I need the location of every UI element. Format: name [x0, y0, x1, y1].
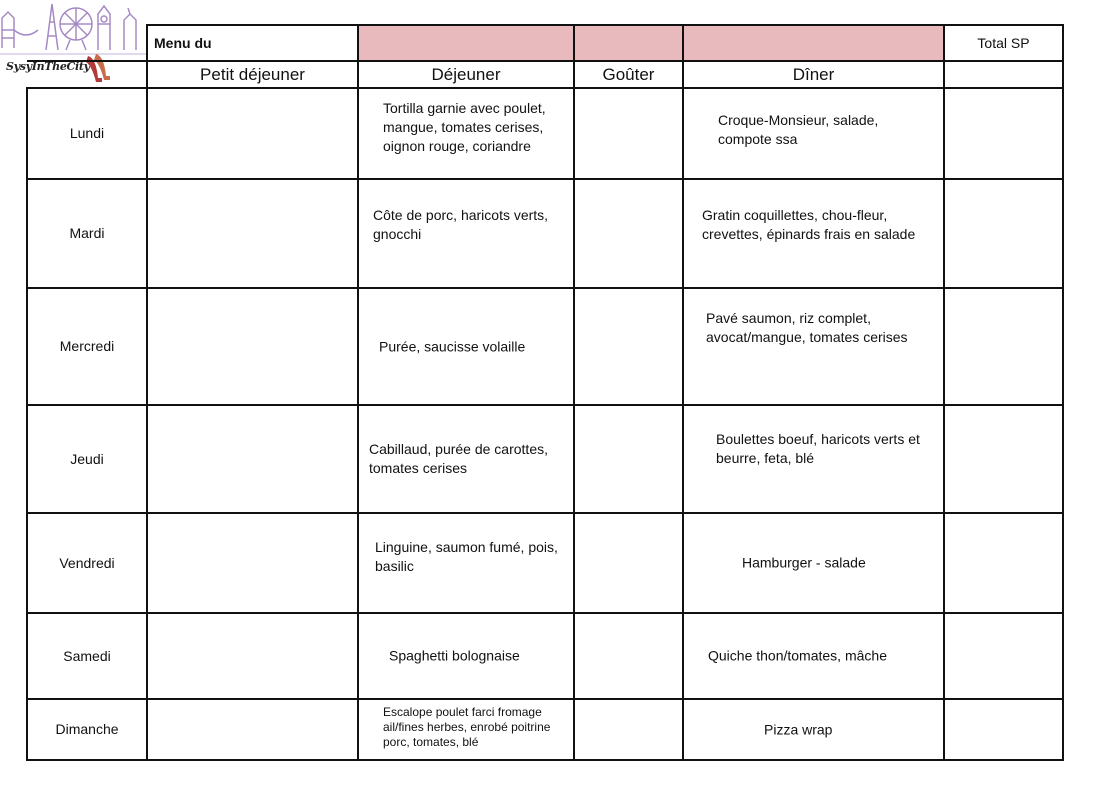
dejeuner-line: Purée, saucisse volaille: [379, 338, 526, 354]
diner-cell[interactable]: [683, 405, 944, 513]
diner-cell[interactable]: [683, 513, 944, 613]
gouter-cell[interactable]: [574, 699, 683, 760]
day-name: Jeudi: [27, 405, 147, 513]
gouter-cell[interactable]: [574, 288, 683, 405]
dejeuner-line: basilic: [375, 558, 414, 574]
dejeuner-text: [379, 337, 525, 356]
dejeuner-line: tomates cerises: [369, 460, 468, 476]
day-name: Vendredi: [27, 513, 147, 613]
diner-text: [742, 554, 866, 573]
total-sp-cell[interactable]: [944, 513, 1063, 613]
dejeuner-cell[interactable]: [358, 699, 574, 760]
dejeuner-line: Escalope poulet farci fromage: [383, 705, 542, 719]
gouter-cell[interactable]: [574, 513, 683, 613]
column-header-gouter: Goûter: [574, 61, 683, 88]
total-sp-header: Total SP: [944, 25, 1063, 61]
total-sp-cell[interactable]: [944, 288, 1063, 405]
column-header-dejeuner: Déjeuner: [358, 61, 574, 88]
petit-dejeuner-cell[interactable]: [147, 288, 358, 405]
diner-line: Gratin coquillettes, chou-fleur,: [702, 207, 888, 223]
diner-text: [706, 309, 908, 347]
gouter-cell[interactable]: [574, 88, 683, 179]
petit-dejeuner-cell[interactable]: [147, 179, 358, 288]
dejeuner-cell[interactable]: [358, 405, 574, 513]
total-sp-cell[interactable]: [944, 699, 1063, 760]
dejeuner-cell[interactable]: [358, 513, 574, 613]
gouter-cell[interactable]: [574, 405, 683, 513]
petit-dejeuner-cell[interactable]: [147, 613, 358, 699]
meal-plan-table: [26, 24, 1064, 761]
diner-line: Hamburger - salade: [742, 554, 866, 571]
week-date-field-2[interactable]: [574, 25, 683, 61]
dejeuner-line: oignon rouge, coriandre: [383, 138, 531, 154]
dejeuner-line: mangue, tomates cerises,: [383, 119, 544, 135]
dejeuner-line: ail/fines herbes, enrobé poitrine: [383, 720, 551, 734]
petit-dejeuner-cell[interactable]: [147, 88, 358, 179]
dejeuner-line: Cabillaud, purée de carottes,: [369, 441, 548, 457]
day-row: [27, 699, 1063, 760]
dejeuner-text: [375, 538, 558, 576]
petit-dejeuner-cell[interactable]: [147, 699, 358, 760]
dejeuner-text: [383, 705, 550, 750]
column-header-petit-dejeuner: Petit déjeuner: [147, 61, 358, 88]
diner-cell[interactable]: [683, 88, 944, 179]
column-header-diner: Dîner: [683, 61, 944, 88]
dejeuner-cell[interactable]: [358, 288, 574, 405]
petit-dejeuner-cell[interactable]: [147, 405, 358, 513]
dejeuner-text: [389, 647, 520, 666]
diner-line: compote ssa: [718, 131, 798, 147]
total-sp-cell[interactable]: [944, 613, 1063, 699]
total-sp-cell[interactable]: [944, 88, 1063, 179]
diner-line: Pavé saumon, riz complet,: [706, 310, 871, 326]
diner-line: Boulettes boeuf, haricots verts et: [716, 431, 920, 447]
dejeuner-line: Spaghetti bolognaise: [389, 647, 520, 664]
dejeuner-text: [383, 99, 546, 156]
dejeuner-line: Côte de porc, haricots verts,: [373, 207, 549, 223]
diner-line: Pizza wrap: [764, 721, 833, 737]
dejeuner-line: Linguine, saumon fumé, pois,: [375, 539, 558, 555]
day-row: [27, 405, 1063, 513]
week-date-field[interactable]: [358, 25, 574, 61]
dejeuner-line: porc, tomates, blé: [383, 735, 479, 749]
gouter-cell[interactable]: [574, 613, 683, 699]
diner-cell[interactable]: [683, 288, 944, 405]
diner-line: crevettes, épinards frais en salade: [702, 226, 916, 242]
diner-cell[interactable]: [683, 179, 944, 288]
dejeuner-text: [373, 206, 548, 244]
diner-text: [716, 430, 920, 468]
day-name: Mardi: [27, 179, 147, 288]
day-name: Lundi: [27, 88, 147, 179]
column-header-total: [944, 61, 1063, 88]
day-row: [27, 288, 1063, 405]
day-row: [27, 88, 1063, 179]
dejeuner-text: [369, 440, 548, 478]
header-row-top: [27, 25, 1063, 61]
logo-text: SysyInTheCity: [6, 60, 90, 73]
day-row: [27, 613, 1063, 699]
day-row: [27, 179, 1063, 288]
dejeuner-line: Tortilla garnie avec poulet,: [383, 100, 546, 116]
diner-text: [702, 206, 915, 244]
week-date-field-3[interactable]: [683, 25, 944, 61]
menu-du-label: Menu du: [147, 25, 358, 61]
diner-line: avocat/mangue, tomates cerises: [706, 329, 908, 345]
diner-text: [708, 647, 887, 666]
day-name: Mercredi: [27, 288, 147, 405]
day-name: Samedi: [27, 613, 147, 699]
gouter-cell[interactable]: [574, 179, 683, 288]
corner-cell-2: [27, 61, 147, 88]
total-sp-cell[interactable]: [944, 405, 1063, 513]
day-row: [27, 513, 1063, 613]
dejeuner-cell[interactable]: [358, 179, 574, 288]
dejeuner-line: gnocchi: [373, 226, 422, 242]
header-row-columns: [27, 61, 1063, 88]
diner-line: beurre, feta, blé: [716, 450, 815, 466]
total-sp-cell[interactable]: [944, 179, 1063, 288]
diner-cell[interactable]: [683, 699, 944, 760]
diner-text: [718, 111, 878, 149]
dejeuner-cell[interactable]: [358, 88, 574, 179]
diner-text: [764, 720, 832, 739]
petit-dejeuner-cell[interactable]: [147, 513, 358, 613]
diner-line: Croque-Monsieur, salade,: [718, 112, 879, 128]
day-name: Dimanche: [27, 699, 147, 760]
diner-line: Quiche thon/tomates, mâche: [708, 647, 887, 664]
dejeuner-cell[interactable]: [358, 613, 574, 699]
corner-cell: [27, 25, 147, 61]
diner-cell[interactable]: [683, 613, 944, 699]
